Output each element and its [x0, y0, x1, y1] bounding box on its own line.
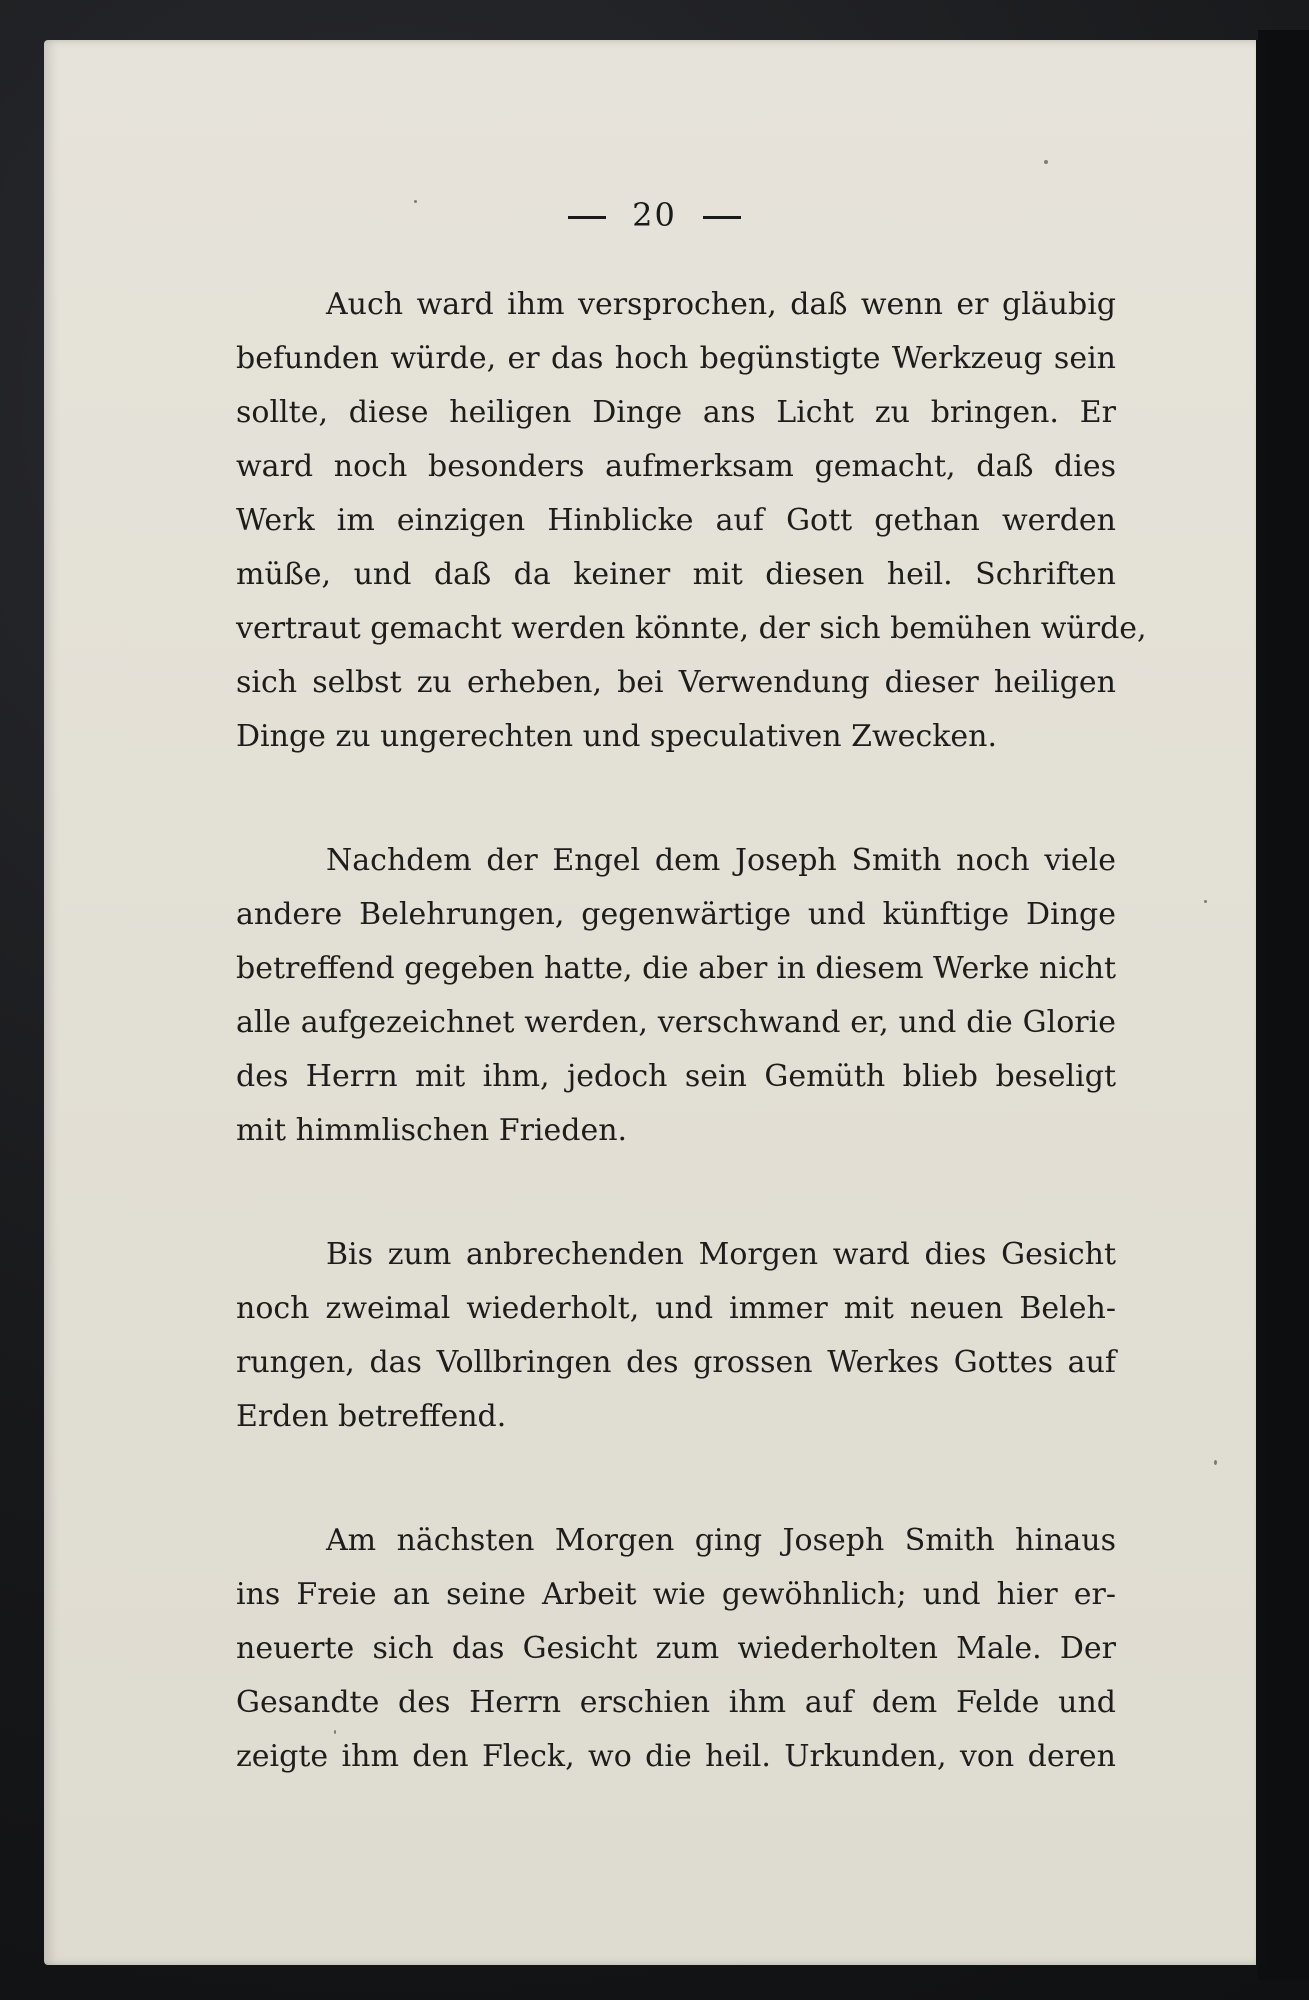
paragraph-1	[236, 278, 1147, 764]
text-line: müße, und daß da keiner mit diesen heil. Schriften	[236, 557, 1116, 592]
text-line: noch zweimal wiederholt, und immer mit neuen Beleh-	[236, 1291, 1116, 1326]
page-number: 20	[632, 196, 677, 234]
text-line: des Herrn mit ihm, jedoch sein Gemüth blieb beseligt	[236, 1059, 1116, 1094]
text-line: ins Freie an seine Arbeit wie gewöhnlich; und hier er-	[236, 1577, 1116, 1612]
paragraph-3	[236, 1228, 1116, 1444]
text-line: Erden betreffend.	[236, 1399, 507, 1434]
text-line: Auch ward ihm versprochen, daß wenn er gläubig	[326, 287, 1116, 322]
paper-speck	[1204, 900, 1207, 903]
paragraph-gap	[236, 1158, 1116, 1228]
paragraph-gap	[236, 1444, 1116, 1514]
paper-speck	[1044, 160, 1048, 164]
body-text	[236, 278, 1147, 1784]
paper-speck	[1214, 1460, 1217, 1465]
text-line: Dinge zu ungerechten und speculativen Zwecken.	[236, 719, 998, 754]
text-line: sollte, diese heiligen Dinge ans Licht zu bringen. Er	[236, 395, 1116, 430]
text-line: alle aufgezeichnet werden, verschwand er, und die Glorie	[236, 1005, 1116, 1040]
header-dash-left	[568, 216, 606, 219]
text-line: neuerte sich das Gesicht zum wiederholten Male. Der	[236, 1631, 1116, 1666]
text-line: vertraut gemacht werden könnte, der sich bemühen würde,	[236, 611, 1147, 646]
page-number-header	[0, 196, 1309, 234]
text-line: sich selbst zu erheben, bei Verwendung dieser heiligen	[236, 665, 1116, 700]
text-line: Am nächsten Morgen ging Joseph Smith hinaus	[326, 1523, 1116, 1558]
paragraph-gap	[236, 764, 1116, 834]
text-line: zeigte ihm den Fleck, wo die heil. Urkunden, von deren	[236, 1739, 1116, 1774]
text-line: Gesandte des Herrn erschien ihm auf dem Felde und	[236, 1685, 1116, 1720]
text-line: Bis zum anbrechenden Morgen ward dies Gesicht	[326, 1237, 1116, 1272]
header-dash-right	[703, 216, 741, 219]
text-line: ward noch besonders aufmerksam gemacht, daß dies	[236, 449, 1116, 484]
text-line: rungen, das Vollbringen des grossen Werkes Gottes auf	[236, 1345, 1116, 1380]
paragraph-4	[236, 1514, 1116, 1784]
paragraph-2	[236, 834, 1116, 1158]
text-line: betreffend gegeben hatte, die aber in diesem Werke nicht	[236, 951, 1117, 986]
text-line: mit himmlischen Frieden.	[236, 1113, 628, 1148]
text-line: Nachdem der Engel dem Joseph Smith noch viele	[326, 843, 1116, 878]
text-line: Werk im einzigen Hinblicke auf Gott gethan werden	[236, 503, 1116, 538]
text-line: andere Belehrungen, gegenwärtige und künftige Dinge	[236, 897, 1116, 932]
text-line: befunden würde, er das hoch begünstigte Werkzeug sein	[236, 341, 1116, 376]
